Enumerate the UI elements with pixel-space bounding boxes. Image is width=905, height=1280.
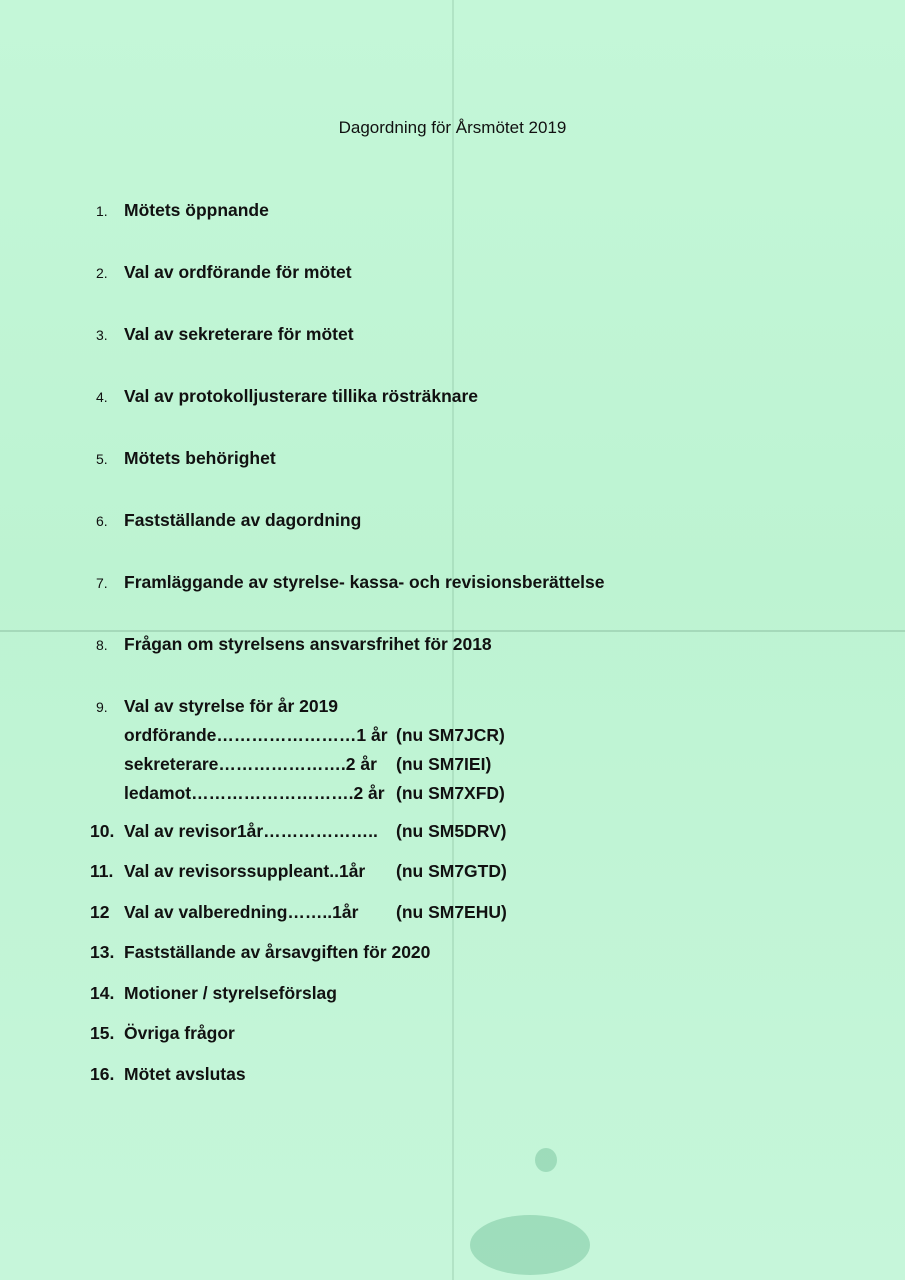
item-number: 8. xyxy=(96,637,108,653)
agenda-item xyxy=(90,902,507,923)
item-text: Motioner / styrelseförslag xyxy=(124,983,337,1003)
item-text: Val av ordförande för mötet xyxy=(124,262,352,282)
item-number: 6. xyxy=(96,513,108,529)
board-role: ledamot……………………….2 år xyxy=(124,783,385,803)
board-line xyxy=(124,783,505,804)
agenda-item xyxy=(90,1064,246,1085)
item-number: 10. xyxy=(90,821,115,841)
item-text: Val av valberedning……..1år xyxy=(124,902,359,922)
agenda-item xyxy=(96,634,492,655)
item-ref: (nu SM7EHU) xyxy=(396,902,507,922)
item-text: Val av sekreterare för mötet xyxy=(124,324,354,344)
item-number: 11. xyxy=(90,861,114,881)
board-role: ordförande……………………1 år xyxy=(124,725,388,745)
agenda-item xyxy=(96,262,352,283)
item-number: 1. xyxy=(96,203,108,219)
agenda-item xyxy=(96,696,338,717)
item-number: 4. xyxy=(96,389,108,405)
item-number: 15. xyxy=(90,1023,115,1043)
board-ref: (nu SM7JCR) xyxy=(396,725,505,745)
agenda-item xyxy=(90,942,430,963)
agenda-item xyxy=(96,200,269,221)
item-number: 14. xyxy=(90,983,115,1003)
board-line xyxy=(124,754,491,775)
item-text: Fastställande av dagordning xyxy=(124,510,362,530)
item-number: 5. xyxy=(96,451,108,467)
board-line xyxy=(124,725,505,746)
item-text: Val av revisorssuppleant..1år xyxy=(124,861,366,881)
item-number: 9. xyxy=(96,699,108,715)
board-ref: (nu SM7XFD) xyxy=(396,783,505,803)
item-text: Val av protokolljusterare tillika rösträknare xyxy=(124,386,479,406)
board-role: sekreterare………………….2 år xyxy=(124,754,377,774)
item-text: Val av styrelse för år 2019 xyxy=(124,696,339,716)
item-text: Övriga frågor xyxy=(124,1023,235,1043)
item-number: 2. xyxy=(96,265,108,281)
agenda-item xyxy=(96,324,354,345)
item-text: Fastställande av årsavgiften för 2020 xyxy=(124,942,431,962)
item-number: 7. xyxy=(96,575,108,591)
item-text: Framläggande av styrelse- kassa- och revisionsberättelse xyxy=(124,572,605,592)
item-ref: (nu SM7GTD) xyxy=(396,861,507,881)
item-text: Val av revisor1år……………….. xyxy=(124,821,378,841)
agenda-item xyxy=(96,386,478,407)
agenda-item xyxy=(96,510,361,531)
item-number: 13. xyxy=(90,942,115,962)
agenda-item xyxy=(90,1023,235,1044)
agenda-item xyxy=(90,821,507,842)
page-title: Dagordning för Årsmötet 2019 xyxy=(338,118,567,137)
agenda-item xyxy=(96,572,605,593)
item-text: Mötets behörighet xyxy=(124,448,276,468)
item-text: Mötets öppnande xyxy=(124,200,269,220)
item-text: Mötet avslutas xyxy=(124,1064,246,1084)
item-ref: (nu SM5DRV) xyxy=(396,821,507,841)
agenda-item xyxy=(90,861,507,882)
board-ref: (nu SM7IEI) xyxy=(396,754,492,774)
item-text: Frågan om styrelsens ansvarsfrihet för 2018 xyxy=(124,634,492,654)
paper-stain xyxy=(535,1148,557,1172)
agenda-item xyxy=(90,983,337,1004)
item-number: 3. xyxy=(96,327,108,343)
agenda-item xyxy=(96,448,276,469)
item-number: 16. xyxy=(90,1064,115,1084)
paper-stain xyxy=(470,1215,590,1275)
item-number: 12 xyxy=(90,902,110,922)
